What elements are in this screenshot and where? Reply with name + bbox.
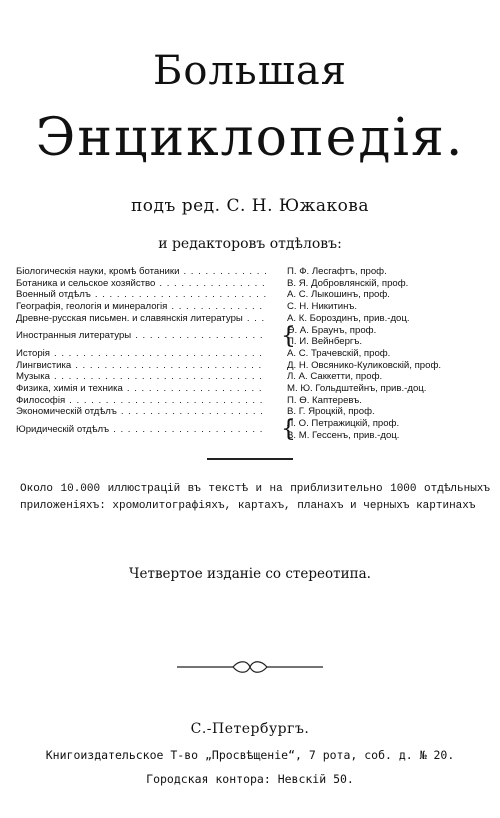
illustrations-note: Около 10.000 иллюстрацій въ текстѣ и на приблизительно 1000 отдѣльныхъ приложеніяхъ: хромолитографіяхъ, картахъ, планахъ и черныхъ картинахъ <box>20 483 490 512</box>
department-row <box>0 320 500 349</box>
title-line-1: Большая <box>153 48 347 94</box>
department-row <box>0 266 500 278</box>
department-row <box>0 289 500 301</box>
department-editor: А. К. Бороздинъ, прив.-доц. <box>287 312 410 324</box>
department-editor: В. М. Гессенъ, прив.-доц. <box>287 429 400 441</box>
leader-dots: . . . . . . . . . . . . <box>183 266 268 277</box>
department-editor: А. С. Лыкошинъ, проф. <box>287 289 390 301</box>
editor-line: подъ ред. С. Н. Южакова <box>130 196 370 216</box>
edition-note: Четвертое изданіе со стереотипа. <box>129 566 371 582</box>
leader-dots: . . . . . . . . . . . . . <box>171 301 264 313</box>
department-name: Философія <box>16 394 66 406</box>
department-row <box>0 301 500 313</box>
department-name: Исторія <box>16 347 50 359</box>
department-editor: Л. А. Саккетти, проф. <box>287 371 383 383</box>
department-row <box>0 414 500 443</box>
department-editor: П. Ф. Лесгафтъ, проф. <box>287 266 387 277</box>
department-editor: А. С. Трачевскій, проф. <box>287 347 391 359</box>
city: С.-Петербургъ. <box>190 721 310 737</box>
ornament-divider <box>177 660 323 674</box>
department-row <box>0 278 500 290</box>
department-row <box>0 383 500 395</box>
department-name: Лингвистика <box>16 359 72 371</box>
leader-dots: . . . . . . . . . . . . . . . . . . . . . <box>113 423 264 435</box>
department-editor: В. Г. Яроцкій, проф. <box>287 406 375 418</box>
leader-dots: . . . <box>246 312 266 324</box>
leader-dots: . . . . . . . . . . . . . . . . . . . . . . . . . . <box>75 359 263 371</box>
department-row <box>0 406 500 418</box>
department-editor: В. Я. Добровлянскій, проф. <box>287 277 409 289</box>
department-name: Географія, геологія и минералогія <box>16 301 168 313</box>
separator-rule <box>207 458 293 460</box>
editors-subtitle: и редакторовъ отдѣловъ: <box>158 236 342 252</box>
leader-dots: . . . . . . . . . . . . . . . . . . . . <box>120 406 264 418</box>
department-editor: М. Ю. Гольдштейнъ, прив.-доц. <box>287 383 427 394</box>
leader-dots: . . . . . . . . . . . . . . . . . . . . . . . . . . . . . <box>53 371 263 383</box>
brace-icon: { <box>281 414 296 443</box>
title-line-2: Энциклопедія. <box>35 108 465 168</box>
leader-dots: . . . . . . . . . . . . . . . . . . . . . . . . <box>94 289 268 301</box>
department-name: Иностранныя литературы <box>16 330 132 342</box>
department-row <box>0 313 500 325</box>
department-editor: Л. О. Петражицкій, проф. <box>287 418 400 430</box>
department-name: Физика, химія и техника <box>16 383 123 394</box>
department-editor: С. Н. Никитинъ. <box>287 301 358 313</box>
department-name: Ботаника и сельское хозяйство <box>16 277 156 289</box>
department-editor: Д. Н. Овсянико-Куликовскій, проф. <box>287 359 442 371</box>
department-name: Біологическія науки, кромѣ ботаники <box>16 266 180 277</box>
department-name: Музыка <box>16 371 50 383</box>
department-row <box>0 348 500 360</box>
leader-dots: . . . . . . . . . . . . . . . . . . . . . . . . . . . . . <box>53 347 263 359</box>
department-editor: П. Ѳ. Каптеревъ. <box>287 394 362 406</box>
department-row <box>0 371 500 383</box>
department-editor: Ѳ. А. Браунъ, проф. <box>287 324 377 336</box>
department-row <box>0 395 500 407</box>
city-office: Городская контора: Невскій 50. <box>146 772 354 786</box>
department-editor: П. И. Вейнбергъ. <box>287 336 363 348</box>
department-name: Военный отдѣлъ <box>16 289 91 301</box>
leader-dots: . . . . . . . . . . . . . . . . . . . . . . . . . . . <box>69 394 264 406</box>
brace-icon: { <box>281 320 296 349</box>
department-row <box>0 360 500 372</box>
leader-dots: . . . . . . . . . . . . . . . . . . <box>135 330 264 342</box>
leader-dots: . . . . . . . . . . . . . . . <box>159 277 266 289</box>
leader-dots: . . . . . . . . . . . . . . . . . . . <box>126 383 263 394</box>
publisher: Книгоиздательское Т-во „Просвѣщеніе“, 7 рота, соб. д. № 20. <box>45 748 455 762</box>
department-name: Юридическій отдѣлъ <box>16 423 110 435</box>
department-name: Древне-русская письмен. и славянскія литературы <box>16 312 243 324</box>
department-name: Экономическій отдѣлъ <box>16 406 117 418</box>
